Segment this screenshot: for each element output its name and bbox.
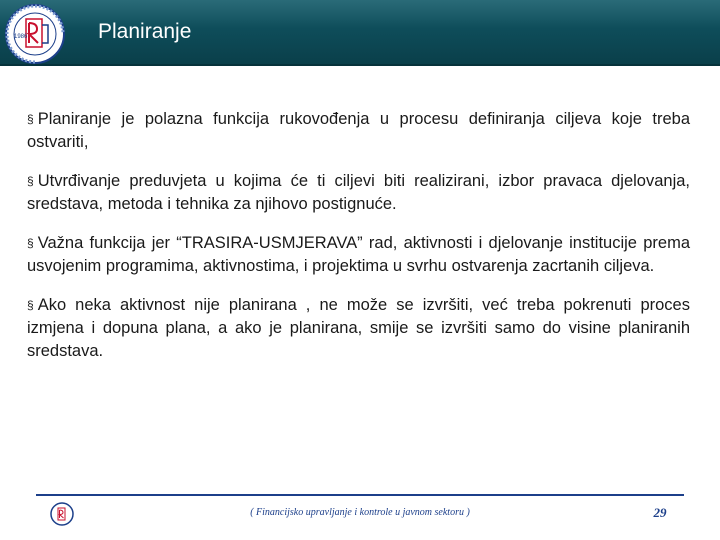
footer-divider — [36, 494, 684, 496]
bullet-marker: § — [27, 112, 34, 126]
paragraph-text: Planiranje je polazna funkcija rukovođenja u procesu definiranja ciljeva koje treba ostvariti, — [27, 110, 690, 151]
paragraph-text: Utvrđivanje preduvjeta u kojima će ti ciljevi biti realizirani, izbor pravaca djelovanja, sredstava, metoda i tehnika za njihovo postignuće. — [27, 172, 690, 213]
university-seal-icon — [4, 3, 68, 65]
footer-course-title: ( Financijsko upravljanje i kontrole u javnom sektoru ) — [250, 507, 470, 518]
svg-text:1986: 1986 — [14, 34, 28, 40]
bullet-paragraph-3 — [27, 232, 690, 278]
paragraph-text: Važna funkcija jer “TRASIRA-USMJERAVA” rad, aktivnosti i djelovanje institucije prema usvojenim programima, aktivnostima, i projektima u svrhu ostvarenja zacrtanih ciljeva. — [27, 234, 690, 275]
paragraph-text: Ako neka aktivnost nije planirana , ne može se izvršiti, već treba pokrenuti proces izmjena i dopuna plana, a ako je planirana, smije se izvršiti samo do visine planiranih sredstava. — [27, 296, 690, 360]
bullet-marker: § — [27, 298, 34, 312]
slide-body — [27, 108, 690, 379]
bullet-paragraph-4 — [27, 294, 690, 363]
bullet-paragraph-1 — [27, 108, 690, 154]
slide-header — [0, 0, 720, 66]
bullet-marker: § — [27, 174, 34, 188]
university-seal-small-icon — [50, 502, 74, 526]
page-number: 29 — [653, 505, 667, 520]
bullet-marker: § — [27, 236, 34, 250]
bullet-paragraph-2 — [27, 170, 690, 216]
page-title: Planiranje — [98, 20, 192, 43]
